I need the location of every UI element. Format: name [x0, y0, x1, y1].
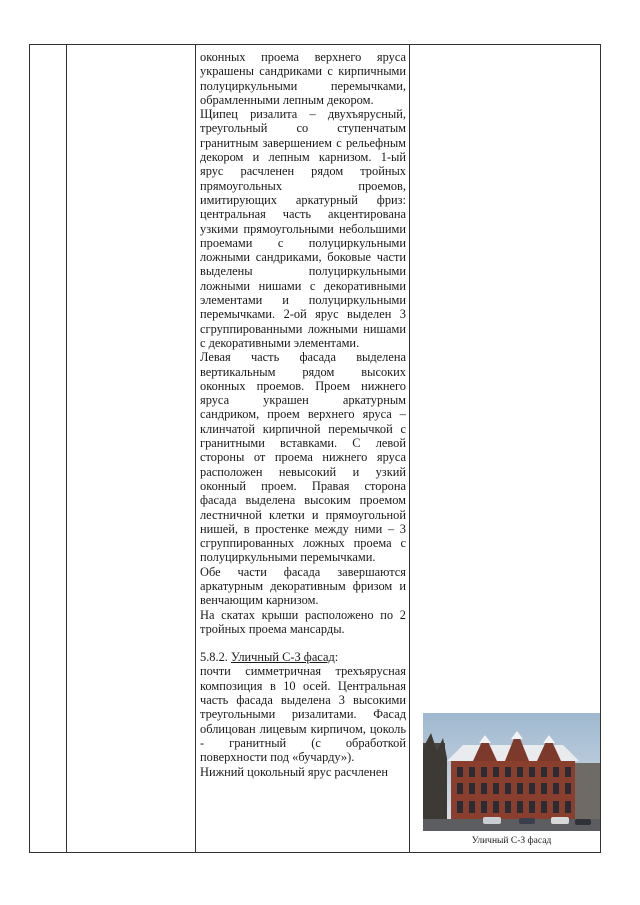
section-heading: [200, 650, 406, 664]
paragraph-left-part: Левая часть фасада выделена вертикальным рядом высоких оконных проемов. Проем нижнего яруса украшен аркатурным сандриком, проем верхнего яруса – клинчатой кирпичной перемычкой с гранитными вставками. С левой стороны от проема нижнего яруса расположен невысокий и узкий оконный проем. Правая сторона фасада выделена высоким проемом лестничной клетки и прямоугольной нишей, в простенке между ними – 3 сгруппированных ложных проема с полуциркульными перемычками.: [200, 350, 406, 565]
spacer: [200, 636, 406, 650]
paragraph-frieze: Обе части фасада завершаются аркатурным декоративным фризом и венчающим карнизом.: [200, 564, 406, 608]
paragraph-gable: Щипец ризалита – двухъярусный, треугольный со ступенчатым гранитным завершением с рельефным декором и лепным карнизом. 1-ый ярус расчленен рядом тройных прямоугольных проемов, имитирующих аркатурный фриз: центральная часть акцентирована узкими прямоугольными небольшими проемами с полуциркульными ложными сандриками, боковые части выделены полуциркульными ложными нишами с декоративными элементами и полуциркульными перемычками. 2-ой ярус выделен 3 сгруппированными ложными нишами с декоративными элементами.: [200, 107, 406, 350]
section-suffix: :: [334, 650, 339, 665]
facade-photo: [423, 713, 600, 831]
section-number: 5.8.2.: [200, 650, 231, 665]
paragraph-windows: оконных проема верхнего яруса украшены сандриками с кирпичными полуциркульными перемычками, обрамленными лепным декором.: [200, 50, 406, 107]
table-left-border: [29, 44, 30, 853]
description-column: [200, 50, 406, 779]
paragraph-facade-composition: почти симметричная трехъярусная композиция в 10 осей. Центральная часть фасада выделена 3 высокими треугольными ризалитами. Фасад облицован лицевым кирпичом, цоколь - гранитный (с обработкой поверхности под «бучарду»).: [200, 664, 406, 765]
column-divider-1: [66, 44, 67, 853]
paragraph-basement-tier: Нижний цокольный ярус расчленен: [200, 764, 389, 779]
column-divider-3: [409, 44, 410, 853]
paragraph-roof: На скатах крыши расположено по 2 тройных проема мансарды.: [200, 607, 406, 636]
table-bottom-border: [29, 852, 600, 853]
table-right-border: [600, 44, 601, 853]
column-divider-2: [195, 44, 196, 853]
photo-caption: Уличный С-З фасад: [471, 836, 552, 846]
section-title: Уличный С-З фасад: [230, 650, 335, 665]
table-top-border: [29, 44, 600, 45]
